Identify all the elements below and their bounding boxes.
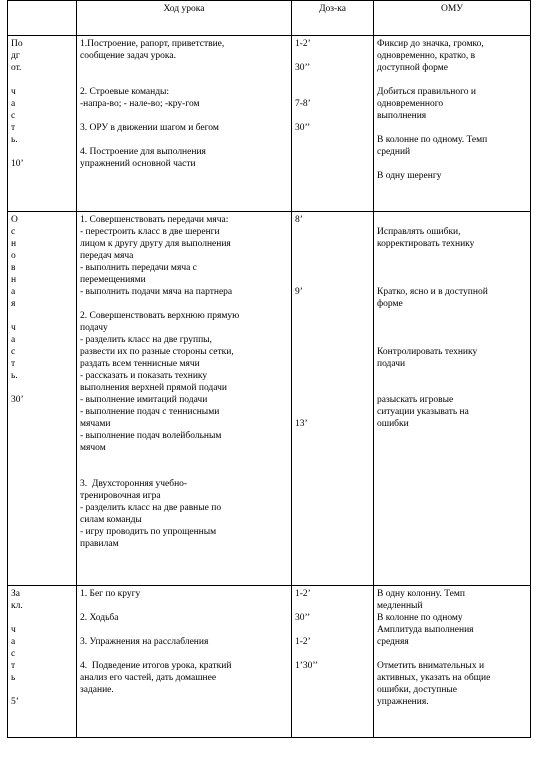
part3-content-line: 3. Упражнения на расслабления [80,637,209,647]
part2-label-line: в [11,263,16,273]
part2-dosage-line [295,394,370,406]
part2-omu-line: Исправлять ошибки, [377,227,461,237]
part3-label-line: 5’ [11,697,19,707]
part3-label-line: ь [11,673,16,683]
part1-omu-line: В одну шеренгу [377,171,442,181]
part2-label-line: т [11,359,16,369]
part2-content-line: тренировочная игра [80,491,161,501]
part2-dosage-line [295,370,370,382]
part3-content-cell [77,586,292,738]
part2-content-cell [77,212,292,586]
part3-label-line [11,684,73,696]
part2-content-line: мячами [80,419,111,429]
part2-omu-line [377,250,527,262]
part2-dosage-line [295,274,370,286]
part1-label-line [11,74,73,86]
part2-dosage-line [295,346,370,358]
part2-content-line [80,466,288,478]
part3-omu-line: В одну колонну. Темп [377,589,465,599]
part2-label-line: 30’ [11,395,24,405]
part1-content-line [80,74,288,86]
part3-content-line: 1. Бег по кругу [80,589,141,599]
part1-dosage-line: 7-8’ [295,99,311,109]
part3-label-line: ч [11,625,16,635]
part2-omu-line: ошибки [377,419,409,429]
part1-dosage-line [295,74,370,86]
part3-dosage-cell [292,586,374,738]
part2-omu-line: разыскать игровые [377,395,454,405]
part1-label-line [11,146,73,158]
part2-dosage-line [295,250,370,262]
part2-content-line: - разделить класс на две группы, [80,335,212,345]
part1-label-line: ь. [11,135,18,145]
part2-row [8,212,531,586]
part1-omu-line: одновременного [377,99,444,109]
part1-content-line: сообщение задач урока. [80,51,176,61]
header-omu: ОМУ [374,1,531,36]
part2-content-line: подачу [80,323,108,333]
part2-dosage-line [295,358,370,370]
part1-content-line [80,110,288,122]
part1-dosage-cell [292,36,374,212]
part2-label-cell [8,212,77,586]
header-row [8,1,531,36]
part2-content-line [80,298,288,310]
part3-dosage-line: 1-2’ [295,589,311,599]
part2-label-line: ь. [11,371,18,381]
part3-dosage-line: 30’’ [295,613,311,623]
part2-omu-line [377,370,527,382]
part2-label-line: я [11,299,16,309]
part2-dosage-line [295,406,370,418]
part2-content-line: - выполнить подачи мяча на партнера [80,287,233,297]
part3-omu-line: медленный [377,601,423,611]
part3-dosage-line: 1’30’’ [295,661,319,671]
part2-content-line: - выполнить передачи мяча с [80,263,197,273]
part1-dosage-line [295,86,370,98]
part2-content-line: выполнения верхней прямой подачи [80,383,227,393]
part2-omu-line [377,274,527,286]
part3-omu-cell [374,586,531,738]
part2-omu-line: форме [377,299,403,309]
part1-dosage-line: 30’’ [295,63,311,73]
part3-omu-line: В колонне по одному [377,613,463,623]
part1-label-line: 10’ [11,159,24,169]
part2-content-line: лицом к другу другу для выполнения [80,239,231,249]
part3-label-cell [8,586,77,738]
part2-dosage-line [295,322,370,334]
part2-label-line: а [11,335,16,345]
part3-omu-line: упражнения. [377,697,429,707]
part1-omu-cell [374,36,531,212]
part2-label-line [11,382,73,394]
header-part-cell [8,1,77,36]
part2-dosage-line [295,262,370,274]
part2-content-line: 1. Совершенствовать передачи мяча: [80,215,229,225]
part2-omu-cell [374,212,531,586]
part3-omu-line: ошибки, доступные [377,685,458,695]
part1-dosage-line [295,110,370,122]
part1-label-cell [8,36,77,212]
part3-omu-line: Отметить внимательных и [377,661,485,671]
part3-label-line: За [11,589,20,599]
part3-label-line [11,612,73,624]
part2-content-line: - игру проводить по упрощенным [80,527,217,537]
part2-content-line: 3. Двухсторонняя учебно- [80,479,188,489]
part2-omu-line: подачи [377,359,406,369]
part2-content-line: - выполнение имитаций подачи [80,395,208,405]
part1-label-line: т [11,123,16,133]
part2-omu-line [377,382,527,394]
part2-omu-line [377,310,527,322]
part2-label-line: О [11,215,18,225]
part1-label-line: По [11,39,23,49]
part3-content-line [80,600,288,612]
part2-omu-line: корректировать технику [377,239,475,249]
part1-omu-line [377,122,527,134]
part2-content-line: передач мяча [80,251,134,261]
part2-omu-line: ситуации указывать на [377,407,469,417]
part2-content-line: 2. Совершенствовать верхнюю прямую [80,311,240,321]
part1-omu-line: доступной форме [377,63,448,73]
part1-label-line: с [11,111,16,121]
part1-label-line: дг [11,51,20,61]
part3-label-line: с [11,649,16,659]
part1-label-line: ч [11,87,16,97]
part2-content-line: - разделить класс на две равные по [80,503,222,513]
part1-content-line [80,134,288,146]
part2-content-line [80,454,288,466]
part2-content-line: - выполнение подач с теннисными [80,407,220,417]
header-lesson-course: Ход урока [77,1,292,36]
part1-omu-line: одновременно, кратко, в [377,51,476,61]
part2-dosage-line [295,310,370,322]
part2-omu-line [377,322,527,334]
part2-dosage-line [295,382,370,394]
part1-content-line: 2. Строевые команды: [80,87,170,97]
part2-label-line: н [11,275,17,285]
part3-label-line: т [11,661,16,671]
part3-content-line: 4. Подведение итогов урока, краткий [80,661,232,671]
part2-content-line: развести их по разные стороны сетки, [80,347,234,357]
part3-omu-line: средняя [377,637,409,647]
part3-label-line: а [11,637,16,647]
part2-content-line: перемещениями [80,275,146,285]
part1-label-line: от. [11,63,22,73]
part3-dosage-line [295,624,370,636]
part1-content-line: 3. ОРУ в движении шагом и бегом [80,123,219,133]
part2-omu-line [377,334,527,346]
part2-content-line: силам команды [80,515,142,525]
part2-label-line: с [11,227,16,237]
part2-label-line: н [11,239,17,249]
part2-omu-line: Контролировать технику [377,347,478,357]
part2-label-line: а [11,287,16,297]
part1-omu-line: выполнения [377,111,427,121]
lesson-plan-table [7,0,531,738]
part1-omu-line: средний [377,147,411,157]
part2-dosage-line: 9’ [295,287,303,297]
part2-omu-line: Кратко, ясно и в доступной [377,287,488,297]
part3-omu-line [377,648,527,660]
part1-content-cell [77,36,292,212]
part2-dosage-line [295,226,370,238]
part1-omu-line [377,74,527,86]
part1-dosage-line: 1-2’ [295,39,311,49]
part1-content-line: 4. Построение для выполнения [80,147,206,157]
part2-label-line: о [11,251,16,261]
part2-label-line: ч [11,323,16,333]
part2-content-line: - рассказать и показать технику [80,371,208,381]
part2-omu-line [377,214,527,226]
part2-content-line: мячом [80,443,106,453]
part1-content-line: 1.Построение, рапорт, приветствие, [80,39,225,49]
part1-content-line: -напра-во; - нале-во; -кру-гом [80,99,200,109]
part1-row [8,36,531,212]
part3-content-line: 2. Ходьба [80,613,119,623]
part2-dosage-cell [292,212,374,586]
part2-dosage-line: 13’ [295,419,308,429]
part2-dosage-line: 8’ [295,215,303,225]
part3-omu-line: активных, указать на общие [377,673,491,683]
part2-content-line: - перестроить класс в две шеренги [80,227,220,237]
part3-dosage-line [295,600,370,612]
part1-omu-line: В колонне по одному. Темп [377,135,488,145]
part1-dosage-line [295,50,370,62]
part1-content-line [80,62,288,74]
part2-omu-line [377,262,527,274]
header-dosage: Доз-ка [292,1,374,36]
part3-row [8,586,531,738]
part3-content-line [80,624,288,636]
part2-dosage-line [295,238,370,250]
part3-dosage-line: 1-2’ [295,637,311,647]
part1-label-line: а [11,99,16,109]
part2-label-line [11,310,73,322]
part3-label-line: кл. [11,601,23,611]
part2-content-line: раздать всем теннисные мячи [80,359,200,369]
part2-dosage-line [295,334,370,346]
part1-omu-line: Фиксир до значка, громко, [377,39,484,49]
part2-content-line: правилам [80,539,119,549]
part3-content-line: анализ его частей, дать домашнее [80,673,217,683]
part1-dosage-line: 30’’ [295,123,311,133]
part1-content-line: упражнений основной части [80,159,196,169]
part3-omu-line: Амплитуда выполнения [377,625,474,635]
part3-content-line: задание. [80,685,114,695]
part1-omu-line: Добиться правильного и [377,87,476,97]
part2-label-line: с [11,347,16,357]
part1-omu-line [377,158,527,170]
part3-dosage-line [295,648,370,660]
part3-content-line [80,648,288,660]
part2-dosage-line [295,298,370,310]
part2-content-line: - выполнение подач волейбольным [80,431,222,441]
